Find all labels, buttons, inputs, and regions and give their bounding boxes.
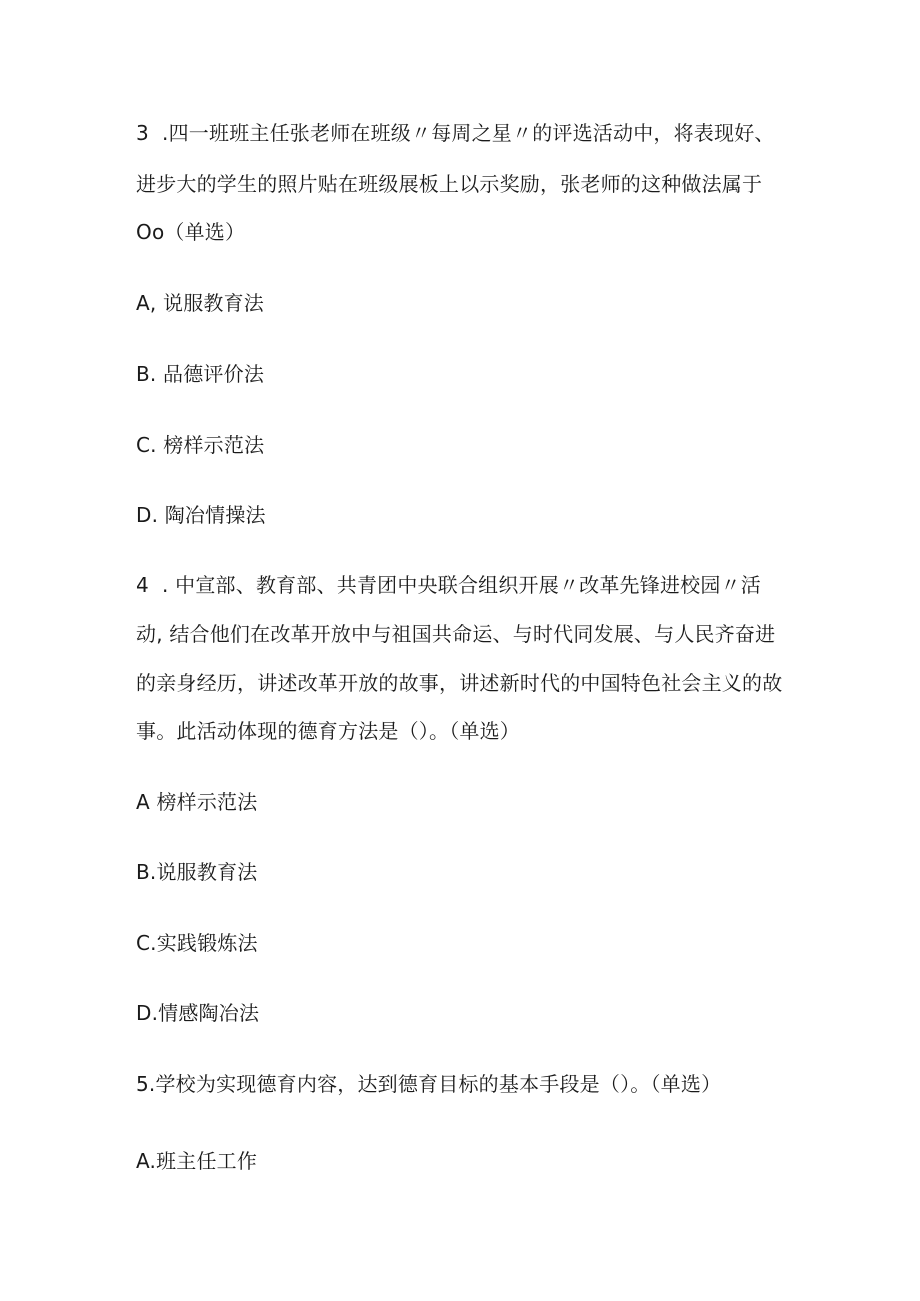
question-4-option-d: D.情感陶冶法 [136, 1001, 260, 1025]
question-4-option-c: C.实践锻炼法 [136, 931, 258, 955]
question-3-option-c: C. 榜样示范法 [136, 433, 265, 457]
question-4-option-a: A 榜样示范法 [136, 790, 258, 814]
question-5-option-a: A.班主任工作 [136, 1149, 258, 1173]
question-4-line-3: 的亲身经历，讲述改革开放的故事，讲述新时代的中国特色社会主义的故 [136, 671, 783, 695]
question-3-line-3: Oo（单选） [136, 220, 246, 244]
question-4-option-b: B.说服教育法 [136, 860, 258, 884]
question-3-option-b: B. 品德评价法 [136, 362, 265, 386]
question-5-line-1: 5.学校为实现德育内容，达到德育目标的基本手段是（）。（单选） [136, 1072, 722, 1096]
question-3-line-1: 3 .四一班班主任张老师在班级〃每周之星〃的评选活动中，将表现好、 [136, 121, 775, 145]
question-3-option-d: D. 陶冶情操法 [136, 503, 266, 527]
question-3-option-a: A, 说服教育法 [136, 291, 264, 315]
question-4-line-4: 事。此活动体现的德育方法是（）。（单选） [136, 719, 520, 743]
question-3-line-2: 进步大的学生的照片贴在班级展板上以示奖励，张老师的这种做法属于 [136, 172, 763, 196]
question-4-line-2: 动, 结合他们在改革开放中与祖国共命运、与时代同发展、与人民齐奋进 [136, 622, 776, 646]
question-4-line-1: 4 . 中宣部、教育部、共青团中央联合组织开展〃改革先锋进校园〃活 [136, 573, 761, 597]
